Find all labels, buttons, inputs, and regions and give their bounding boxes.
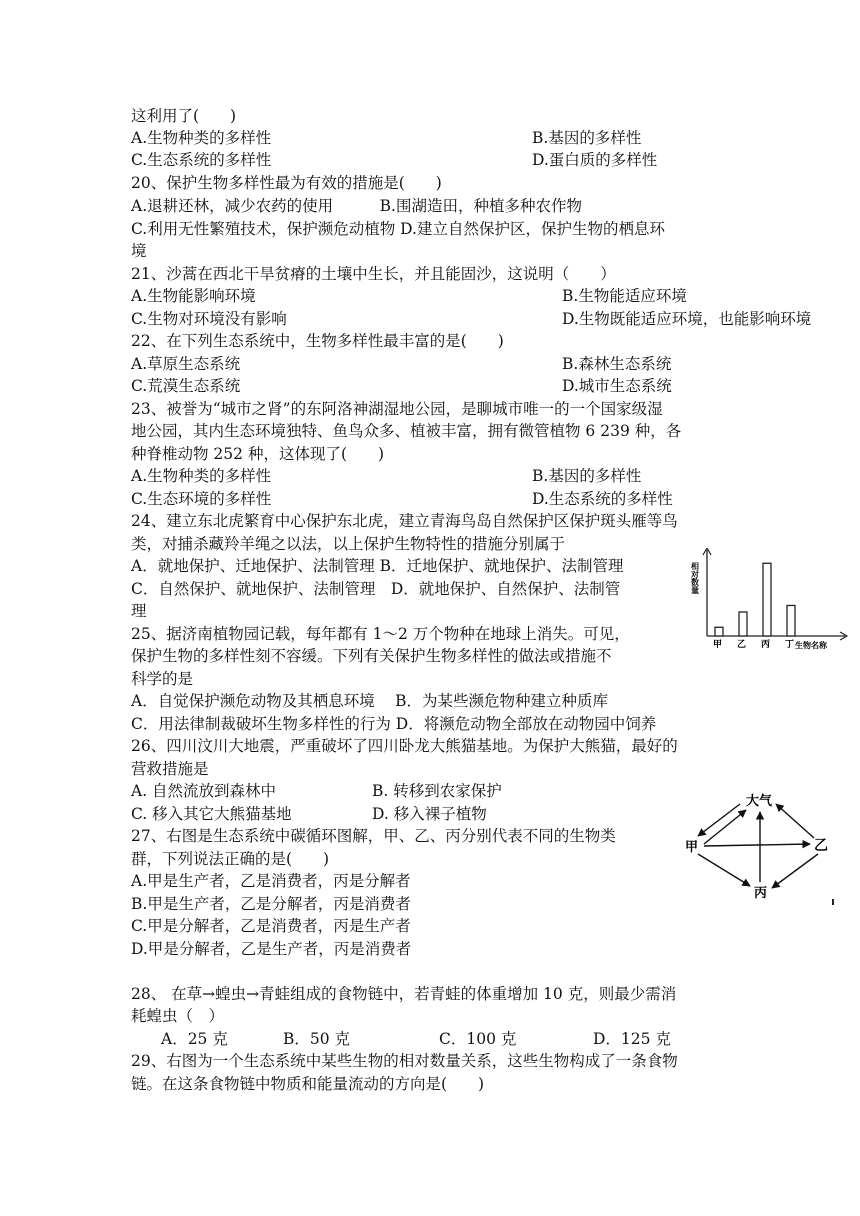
q21-option-d: D.生物既能适应环境，也能影响环境 — [562, 310, 812, 328]
bar-3 — [787, 605, 795, 636]
q19-options-row1 — [131, 128, 642, 148]
q28-option-a: A．25 克 — [161, 1030, 228, 1048]
arrow-yi-to-atmosphere — [776, 804, 814, 838]
q24-options-continuation: 理 — [131, 602, 147, 620]
chart-y-label: 相对数量 — [690, 562, 700, 594]
q25-options-cd: C．用法律制裁破坏生物多样性的行为 D．将濒危动物全部放在动物园中饲养 — [131, 715, 657, 733]
q26-options-row1 — [131, 781, 502, 801]
q28-option-b: B．50 克 — [283, 1030, 351, 1048]
bar-0 — [715, 627, 723, 636]
q20-options-ab: A.退耕还林，减少农药的使用 B.围湖造田，种植多种农作物 — [131, 197, 582, 215]
q25-options-ab: A．自觉保护濒危动物及其栖息环境 B．为某些濒危物种建立种质库 — [131, 692, 609, 710]
q23-stem-line1: 23、被誉为“城市之肾”的东阿洛神湖湿地公园，是聊城市唯一的一个国家级湿 — [131, 400, 663, 418]
q28-option-c: C．100 克 — [439, 1030, 517, 1048]
q23-stem-line2: 地公园，其内生态环境独特、鱼鸟众多、植被丰富，拥有微管植物 6 239 种，各 — [131, 422, 682, 440]
relative-quantity-bar-chart — [683, 548, 855, 656]
q26-option-c: C. 移入其它大熊猫基地 — [131, 805, 292, 823]
q25-stem-line1: 25、据济南植物园记载，每年都有 1～2 万个物种在地球上消失。可见， — [131, 625, 630, 643]
category-label-0: 甲 — [713, 640, 723, 650]
q22-options-row2 — [131, 376, 672, 396]
q23-option-a: A.生物种类的多样性 — [131, 467, 272, 485]
category-label-3: 丁 — [785, 640, 795, 650]
q20-options-continuation: 境 — [131, 242, 147, 260]
q19-options-row2 — [131, 150, 658, 170]
q24-options-ab: A．就地保护、迁地保护、法制管理 B．迁地保护、就地保护、法制管理 — [131, 557, 624, 575]
q28-stem-line2: 耗蝗虫（ ） — [131, 1007, 225, 1025]
carbon-node-bing: 丙 — [754, 886, 768, 901]
category-label-1: 乙 — [737, 640, 747, 650]
q22-options-row1 — [131, 354, 672, 374]
stray-mark — [832, 899, 834, 905]
q26-stem-line2: 营救措施是 — [131, 760, 209, 778]
q26-stem-line1: 26、四川汶川大地震，严重破坏了四川卧龙大熊猫基地。为保护大熊猫，最好的 — [131, 737, 678, 755]
q29-stem-line2: 链。在这条食物链中物质和能量流动的方向是( ) — [131, 1075, 485, 1093]
q23-options-row1 — [131, 466, 642, 486]
q24-stem-line2: 类，对捕杀藏羚羊绳之以法，以上保护生物特性的措施分别属于 — [131, 535, 566, 553]
q27-option-d: D.甲是分解者，乙是生产者，丙是消费者 — [131, 940, 412, 958]
q23-options-row2 — [131, 489, 673, 509]
arrow-jia-to-bing — [698, 854, 750, 886]
chart-bars — [715, 563, 795, 636]
q27-stem-line1: 27、右图是生态系统中碳循环图解，甲、乙、丙分别代表不同的生物类 — [131, 827, 616, 845]
q27-option-a: A.甲是生产者，乙是消费者，丙是分解者 — [131, 872, 411, 890]
q19-stem-tail: 这利用了( ) — [131, 107, 237, 125]
arrow-jia-to-yi — [704, 844, 810, 846]
q20-stem: 20、保护生物多样性最为有效的措施是( ) — [131, 174, 442, 192]
q26-option-a: A. 自然流放到森林中 — [131, 782, 277, 800]
q21-stem: 21、沙蒿在西北干旱贫瘠的土壤中生长，并且能固沙，这说明（ ） — [131, 265, 616, 283]
q28-option-d: D．125 克 — [593, 1030, 671, 1048]
q27-option-c: C.甲是分解者，乙是消费者，丙是生产者 — [131, 917, 411, 935]
q22-option-c: C.荒漠生态系统 — [131, 377, 241, 395]
arrow-yi-to-bing — [772, 854, 818, 888]
carbon-node-yi: 乙 — [814, 838, 828, 854]
q19-option-a: A.生物种类的多样性 — [131, 129, 272, 147]
q22-stem: 22、在下列生态系统中，生物多样性最丰富的是( ) — [131, 332, 504, 350]
q21-option-b: B.生物能适应环境 — [562, 287, 687, 305]
q22-option-d: D.城市生态系统 — [562, 377, 672, 395]
chart-x-label: 生物名称 — [795, 641, 827, 650]
bar-2 — [763, 563, 771, 636]
q25-stem-line2: 保护生物的多样性刻不容缓。下列有关保护生物多样性的做法或措施不 — [131, 647, 612, 665]
q23-option-b: B.基因的多样性 — [532, 467, 642, 485]
q24-stem-line1: 24、建立东北虎繁育中心保护东北虎，建立青海鸟岛自然保护区保护斑头雁等鸟 — [131, 512, 678, 530]
carbon-cycle-diagram — [684, 790, 836, 902]
q27-option-b: B.甲是生产者，乙是分解者，丙是消费者 — [131, 895, 411, 913]
q21-options-row2 — [131, 309, 812, 329]
q23-option-c: C.生态环境的多样性 — [131, 490, 272, 508]
q25-stem-line3: 科学的是 — [131, 670, 194, 688]
bar-1 — [739, 612, 747, 636]
q19-option-b: B.基因的多样性 — [532, 129, 642, 147]
q24-options-cd: C．自然保护、就地保护、法制管理 D．就地保护、自然保护、法制管 — [131, 580, 621, 598]
q19-option-d: D.蛋白质的多样性 — [532, 151, 658, 169]
q21-options-row1 — [131, 286, 687, 306]
carbon-node-jia: 甲 — [685, 840, 699, 855]
q20-options-cd: C.利用无性繁殖技术，保护濒危动植物 D.建立自然保护区，保护生物的栖息环 — [131, 220, 665, 238]
q22-option-b: B.森林生态系统 — [562, 355, 672, 373]
q26-option-b: B. 转移到农家保护 — [372, 782, 502, 800]
q27-stem-line2: 群，下列说法正确的是( ) — [131, 850, 330, 868]
q28-stem-line1: 28、 在草→蝗虫→青蛙组成的食物链中，若青蛙的体重增加 10 克，则最少需消 — [131, 985, 677, 1003]
q29-stem-line1: 29、右图为一个生态系统中某些生物的相对数量关系，这些生物构成了一条食物 — [131, 1052, 678, 1070]
category-label-2: 丙 — [761, 640, 771, 650]
carbon-node-atmosphere: 大气 — [746, 794, 773, 809]
q22-option-a: A.草原生态系统 — [131, 355, 241, 373]
chart-category-labels — [713, 638, 794, 650]
q21-option-a: A.生物能影响环境 — [131, 287, 256, 305]
q26-option-d: D. 移入裸子植物 — [372, 805, 487, 823]
q19-option-c: C.生态系统的多样性 — [131, 151, 272, 169]
q21-option-c: C.生物对环境没有影响 — [131, 310, 287, 328]
q23-option-d: D.生态系统的多样性 — [532, 490, 673, 508]
q23-stem-line3: 种脊椎动物 252 种，这体现了( ) — [131, 445, 385, 463]
q26-options-row2 — [131, 804, 487, 824]
